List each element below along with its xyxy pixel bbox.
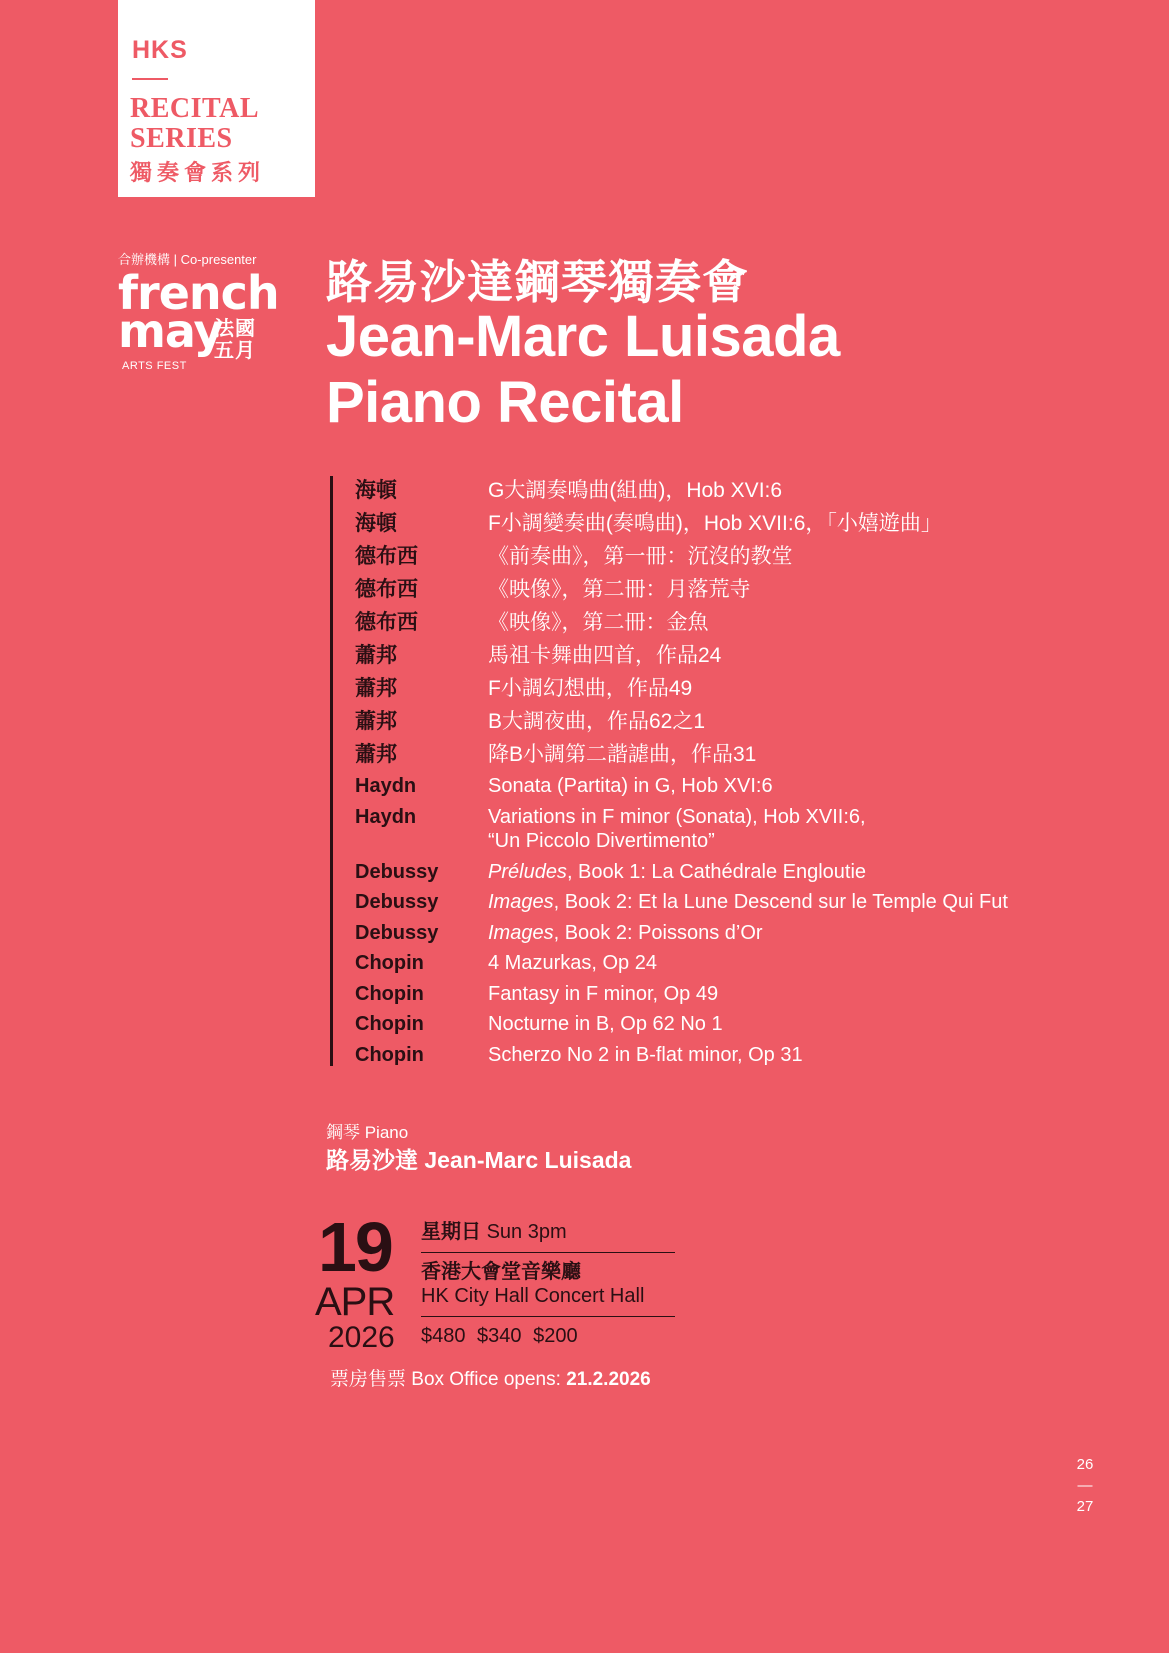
programme-row-zh <box>355 606 1145 639</box>
programme-row-en <box>355 857 1145 888</box>
work-subtitle: “Un Piccolo Divertimento” <box>488 830 715 852</box>
composer-zh: 蕭邦 <box>355 710 397 733</box>
composer-zh: 海頓 <box>355 512 397 535</box>
venue-zh: 香港大會堂音樂廳 <box>421 1261 581 1283</box>
programme-row-zh <box>355 672 1145 705</box>
work-en <box>488 857 1145 888</box>
programme-row-en <box>355 918 1145 949</box>
event-time-zh: 星期日 <box>421 1221 481 1243</box>
programme-zh <box>355 474 1145 771</box>
programme-row-en <box>355 1009 1145 1040</box>
composer-en: Haydn <box>355 805 417 828</box>
work-zh: 馬祖卡舞曲四首，作品24 <box>488 644 722 667</box>
work-text: Sonata (Partita) in G, Hob XVI:6 <box>488 775 773 797</box>
work-title-italic: Préludes <box>488 860 567 883</box>
event-month: APR <box>315 1280 395 1324</box>
page-number-right: 27 <box>1076 1498 1094 1515</box>
event-info <box>421 1220 675 1348</box>
work-zh: 降B小調第二諧謔曲，作品31 <box>488 743 757 766</box>
composer-en: Chopin <box>355 1013 424 1035</box>
logo-word-line1: french <box>118 266 279 320</box>
work-text: Fantasy in F minor, Op 49 <box>488 982 719 1005</box>
composer-en: Debussy <box>355 891 439 913</box>
series-title <box>130 94 259 154</box>
programme-row-zh <box>355 573 1145 606</box>
french-may-logo <box>118 266 279 372</box>
title-en-line2: Piano Recital <box>326 370 684 435</box>
copresenter-label: 合辦機構 | Co-presenter <box>118 252 257 267</box>
logo-zh <box>214 318 256 362</box>
work-zh: B大調夜曲，作品62之1 <box>488 710 706 733</box>
performer-name: 路易沙達 Jean-Marc Luisada <box>326 1147 632 1173</box>
title-en-line1: Jean-Marc Luisada <box>326 304 840 369</box>
title-zh: 路易沙達鋼琴獨奏會 <box>326 256 749 308</box>
composer-en: Chopin <box>355 952 424 974</box>
work-zh: 《映像》，第二冊：月落荒寺 <box>488 578 751 601</box>
composer-en: Debussy <box>355 860 439 883</box>
work-zh: F小調變奏曲(奏鳴曲)，Hob XVII:6，「小嬉遊曲」 <box>488 512 942 535</box>
composer-en: Chopin <box>355 1043 424 1066</box>
badge-divider <box>132 78 168 80</box>
event-day: 19 <box>318 1208 392 1286</box>
composer-en: Chopin <box>355 982 424 1005</box>
programme-row-zh <box>355 540 1145 573</box>
box-office-date: 21.2.2026 <box>566 1369 651 1390</box>
work-title-italic: Images <box>488 891 554 913</box>
work-zh: F小調幻想曲，作品49 <box>488 677 693 700</box>
programme-row-en <box>355 948 1145 979</box>
hks-brand: HKS <box>132 36 188 64</box>
logo-zh-line1: 法國 <box>214 318 256 340</box>
programme-row-zh <box>355 705 1145 738</box>
series-title-zh: 獨奏會系列 <box>130 160 266 186</box>
series-title-line1: RECITAL <box>130 93 260 124</box>
page-number-left: 26 <box>1076 1456 1094 1473</box>
logo-word-line2: may <box>118 304 223 358</box>
work-en <box>488 979 1145 1010</box>
programme-rule <box>330 476 333 1066</box>
work-text: , Book 2: Poissons d’Or <box>553 921 763 944</box>
composer-zh: 德布西 <box>355 611 418 634</box>
performer-label: 鋼琴 Piano <box>326 1123 409 1142</box>
info-divider <box>421 1252 675 1253</box>
venue-en: HK City Hall Concert Hall <box>421 1285 645 1307</box>
programme-row-zh <box>355 738 1145 771</box>
event-year: 2026 <box>328 1321 395 1354</box>
work-en <box>488 1040 1145 1071</box>
work-text: , Book 1: La Cathédrale Engloutie <box>566 860 867 883</box>
work-en <box>488 802 1145 857</box>
work-en <box>488 887 1145 918</box>
programme-row-en <box>355 887 1145 918</box>
programme-row-zh <box>355 507 1145 540</box>
page-number-separator: — <box>1077 1477 1093 1494</box>
title-en <box>326 304 840 436</box>
composer-zh: 蕭邦 <box>355 743 397 766</box>
programme <box>355 474 1145 1070</box>
work-text: , Book 2: Et la Lune Descend sur le Temple Qui Fut <box>553 891 1008 913</box>
work-zh: 《前奏曲》，第一冊：沉沒的教堂 <box>488 545 793 568</box>
logo-zh-line2: 五月 <box>214 340 256 362</box>
work-text: Scherzo No 2 in B-flat minor, Op 31 <box>488 1043 803 1066</box>
programme-row-zh <box>355 639 1145 672</box>
programme-row-en <box>355 1040 1145 1071</box>
composer-zh: 蕭邦 <box>355 644 397 667</box>
programme-row-en <box>355 802 1145 857</box>
work-en <box>488 1009 1145 1040</box>
work-en <box>488 948 1145 979</box>
work-title-italic: Images <box>488 921 554 944</box>
box-office-label: 票房售票 Box Office opens: <box>330 1369 561 1390</box>
work-text: 4 Mazurkas, Op 24 <box>488 952 657 974</box>
event-time-en: Sun 3pm <box>486 1221 567 1243</box>
composer-zh: 德布西 <box>355 578 418 601</box>
work-text: Nocturne in B, Op 62 No 1 <box>488 1013 723 1035</box>
composer-en: Haydn <box>355 775 417 797</box>
work-en <box>488 771 1145 802</box>
work-en <box>488 918 1145 949</box>
work-text: Variations in F minor (Sonata), Hob XVII:6, <box>488 805 866 828</box>
info-divider <box>421 1316 675 1317</box>
box-office <box>330 1364 651 1391</box>
page-numbers <box>1060 1454 1110 1517</box>
work-zh: 《映像》，第二冊：金魚 <box>488 611 709 634</box>
logo-sub: ARTS FEST <box>122 360 187 372</box>
composer-zh: 蕭邦 <box>355 677 397 700</box>
composer-en: Debussy <box>355 921 439 944</box>
programme-row-en <box>355 771 1145 802</box>
programme-en <box>355 771 1145 1070</box>
programme-row-zh <box>355 474 1145 507</box>
series-badge <box>118 0 315 197</box>
event-time <box>421 1220 675 1244</box>
composer-zh: 德布西 <box>355 545 418 568</box>
programme-row-en <box>355 979 1145 1010</box>
work-zh: G大調奏鳴曲(組曲)，Hob XVI:6 <box>488 479 783 502</box>
series-title-line2: SERIES <box>130 123 233 154</box>
composer-zh: 海頓 <box>355 479 397 502</box>
ticket-prices: $480 $340 $200 <box>421 1325 578 1347</box>
